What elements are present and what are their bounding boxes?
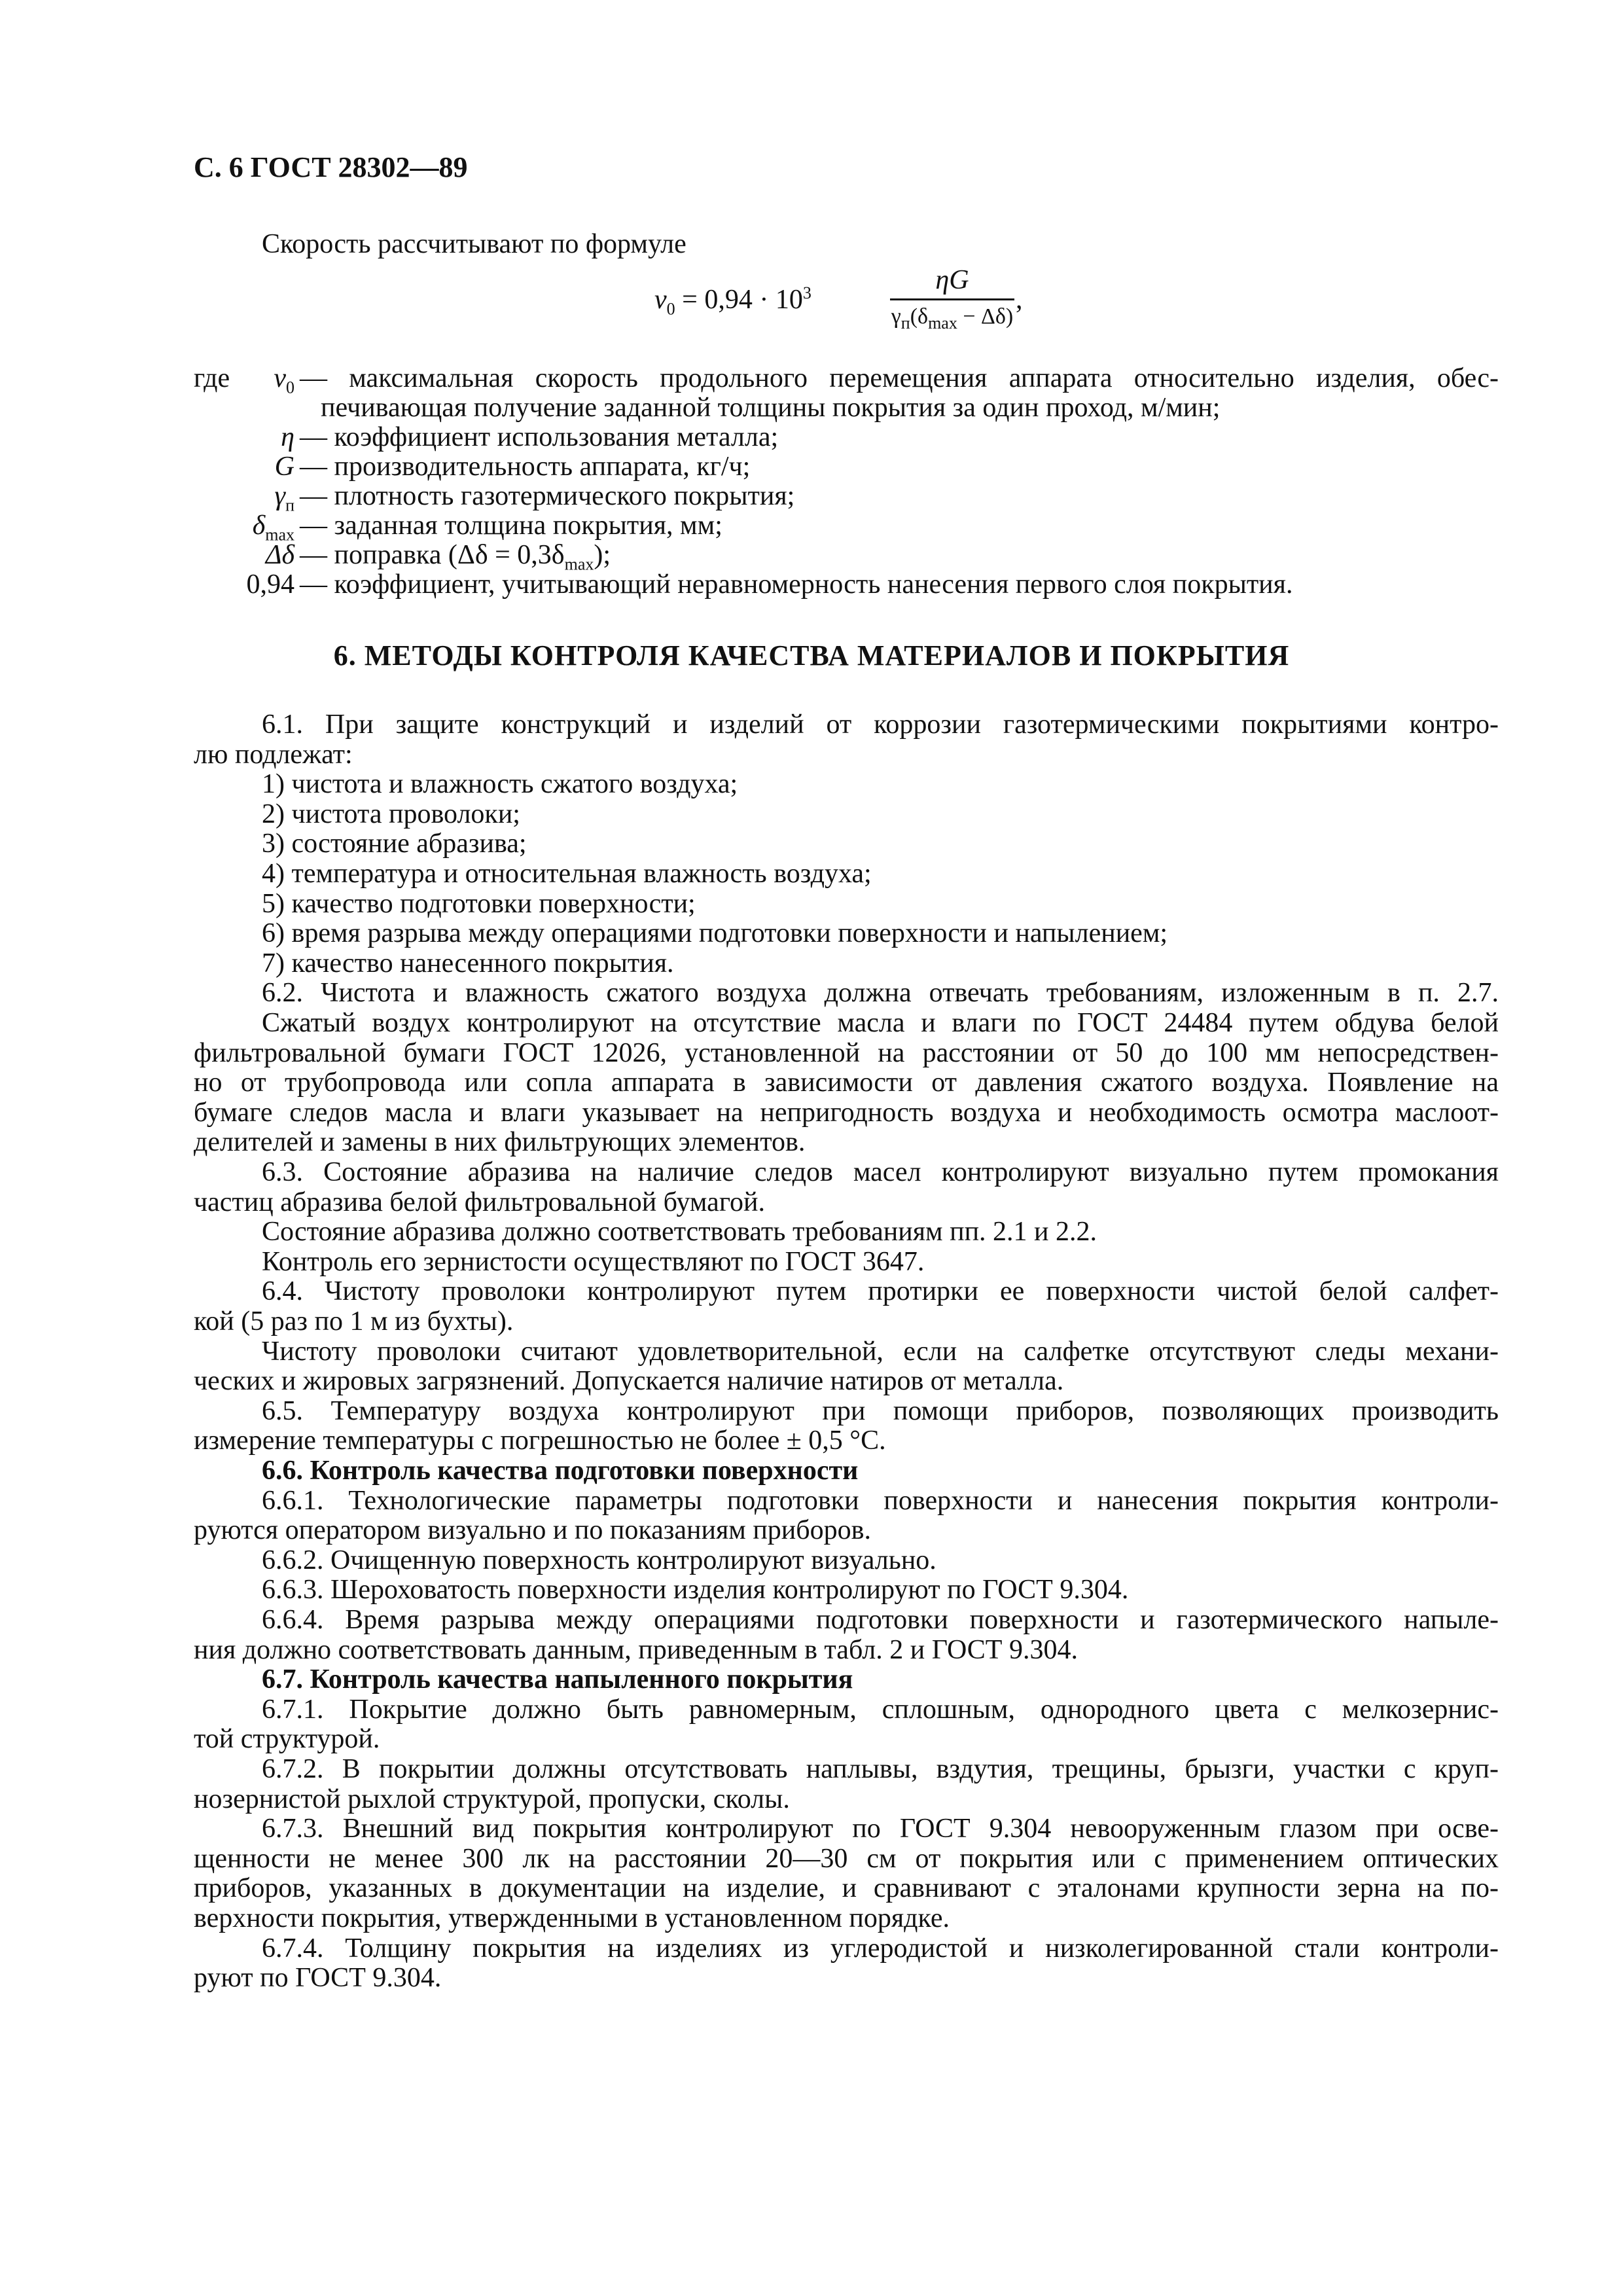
text-line: 6.6.4. Время разрыва между операциями подготовки поверхности и газотермического напыле- [262,1605,1499,1635]
velocity-formula [654,265,1060,337]
formula-denominator: $\gamma_п(\delta_{max} - \Delta\delta)$ [891,304,1014,332]
text-line: бумаге следов масла и влаги указывает на непригодность воздуха и необходимость осмотра маслоот- [194,1098,1499,1128]
text-line: Чистоту проволоки считают удовлетворительной, если на салфетке отсутствуют следы механи- [262,1336,1499,1367]
text-line: лю подлежат: [194,740,353,770]
formula-numerator: ηG [935,265,969,295]
legend-text: — максимальная скорость продольного перемещения аппарата относительно изделия, обес- [300,363,1499,393]
text-line: 7) качество нанесенного покрытия. [262,948,674,978]
legend-text: — коэффициент, учитывающий неравномерность нанесения первого слоя покрытия. [300,569,1293,600]
text-line: 6.6.3. Шероховатость поверхности изделия контролируют по ГОСТ 9.304. [262,1575,1129,1605]
legend-symbol: $v_0$ [274,363,294,397]
text-line: кой (5 раз по 1 м из бухты). [194,1306,514,1336]
formula-lhs: $v_0 = 0,94 \cdot 10^3$ [654,283,812,319]
text-line: той структурой. [194,1724,380,1754]
legend-symbol: G [274,452,294,482]
text-line: ния должно соответствовать данным, приведенным в табл. 2 и ГОСТ 9.304. [194,1635,1078,1665]
text-line: 6) время разрыва между операциями подготовки поверхности и напылением; [262,918,1168,948]
text-line: руются оператором визуально и по показаниям приборов. [194,1515,871,1545]
legend-text: — поправка $(\Delta\delta = 0,3\delta_{max})$; [300,540,611,574]
text-line: ческих и жировых загрязнений. Допускается наличие натиров от металла. [194,1366,1064,1396]
text-line: но от трубопровода или сопла аппарата в зависимости от давления сжатого воздуха. Появление на [194,1067,1499,1098]
formula-comma: , [1016,285,1023,315]
subsection-heading: 6.7. Контроль качества напыленного покрытия [262,1664,853,1695]
legend-where: где [194,363,230,393]
legend-text: — плотность газотермического покрытия; [300,481,795,511]
section-title: 6. МЕТОДЫ КОНТРОЛЯ КАЧЕСТВА МАТЕРИАЛОВ И ПОКРЫТИЯ [333,639,1290,672]
text-line: 3) состояние абразива; [262,829,527,859]
text-line: 6.6.1. Технологические параметры подготовки поверхности и нанесения покрытия контроли- [262,1486,1499,1516]
legend-text: — коэффициент использования металла; [300,422,779,452]
text-line: нозернистой рыхлой структурой, пропуски, сколы. [194,1784,790,1814]
text-line: 6.4. Чистоту проволоки контролируют путем протирки ее поверхности чистой белой салфет- [262,1276,1499,1306]
formula-intro: Скорость рассчитывают по формуле [262,229,687,259]
text-line: 6.7.2. В покрытии должны отсутствовать наплывы, вздутия, трещины, брызги, участки с круп- [262,1754,1499,1784]
subsection-heading: 6.6. Контроль качества подготовки поверхности [262,1456,859,1486]
text-line: руют по ГОСТ 9.304. [194,1963,442,1993]
text-line: 6.7.4. Толщину покрытия на изделиях из углеродистой и низколегированной стали контроли- [262,1933,1499,1964]
legend-text: печивающая получение заданной толщины покрытия за один проход, м/мин; [321,393,1221,423]
page-header: С. 6 ГОСТ 28302—89 [194,151,468,183]
text-line: щенности не менее 300 лк на расстоянии 20—30 см от покрытия или с применением оптических [194,1844,1499,1874]
text-line: 1) чистота и влажность сжатого воздуха; [262,769,738,799]
legend-symbol: $\delta_{max}$ [252,511,294,545]
text-line: 6.2. Чистота и влажность сжатого воздуха должна отвечать требованиям, изложенным в п. 2.7. [262,978,1499,1008]
legend-symbol: Δδ [265,540,294,570]
text-line: измерение температуры с погрешностью не более ± 0,5 °С. [194,1426,886,1456]
text-line: 4) температура и относительная влажность воздуха; [262,859,872,889]
text-line: Сжатый воздух контролируют на отсутствие масла и влаги по ГОСТ 24484 путем обдува белой [262,1008,1499,1038]
formula-fraction [890,265,1014,331]
text-line: частиц абразива белой фильтровальной бумагой. [194,1187,765,1217]
text-line: 6.7.1. Покрытие должно быть равномерным, сплошным, однородного цвета с мелкозернис- [262,1695,1499,1725]
text-line: приборов, указанных в документации на изделие, и сравнивают с эталонами крупности зерна на по- [194,1873,1499,1903]
legend-text: — заданная толщина покрытия, мм; [300,511,722,541]
fraction-bar [890,298,1014,300]
text-line: делителей и замены в них фильтрующих элементов. [194,1127,806,1157]
legend-symbol: 0,94 [246,569,294,600]
legend-text: — производительность аппарата, кг/ч; [300,452,751,482]
text-line: 5) качество подготовки поверхности; [262,889,696,919]
text-line: 6.5. Температуру воздуха контролируют при помощи приборов, позволяющих производить [262,1396,1499,1426]
legend-symbol: $\gamma_п$ [274,481,294,515]
text-line: 6.7.3. Внешний вид покрытия контролируют по ГОСТ 9.304 невооруженным глазом при осве- [262,1814,1499,1844]
text-line: Состояние абразива должно соответствовать требованиям пп. 2.1 и 2.2. [262,1217,1097,1247]
text-line: верхности покрытия, утвержденными в установленном порядке. [194,1903,950,1933]
text-line: 6.3. Состояние абразива на наличие следов масел контролируют визуально путем промокания [262,1157,1499,1187]
text-line: 2) чистота проволоки; [262,799,520,829]
text-line: фильтровальной бумаги ГОСТ 12026, установленной на расстоянии от 50 до 100 мм непосредствен- [194,1038,1499,1068]
text-line: Контроль его зернистости осуществляют по ГОСТ 3647. [262,1247,925,1277]
legend-symbol: η [281,422,294,452]
text-line: 6.1. При защите конструкций и изделий от коррозии газотермическими покрытиями контро- [262,709,1499,740]
text-line: 6.6.2. Очищенную поверхность контролируют визуально. [262,1545,936,1575]
